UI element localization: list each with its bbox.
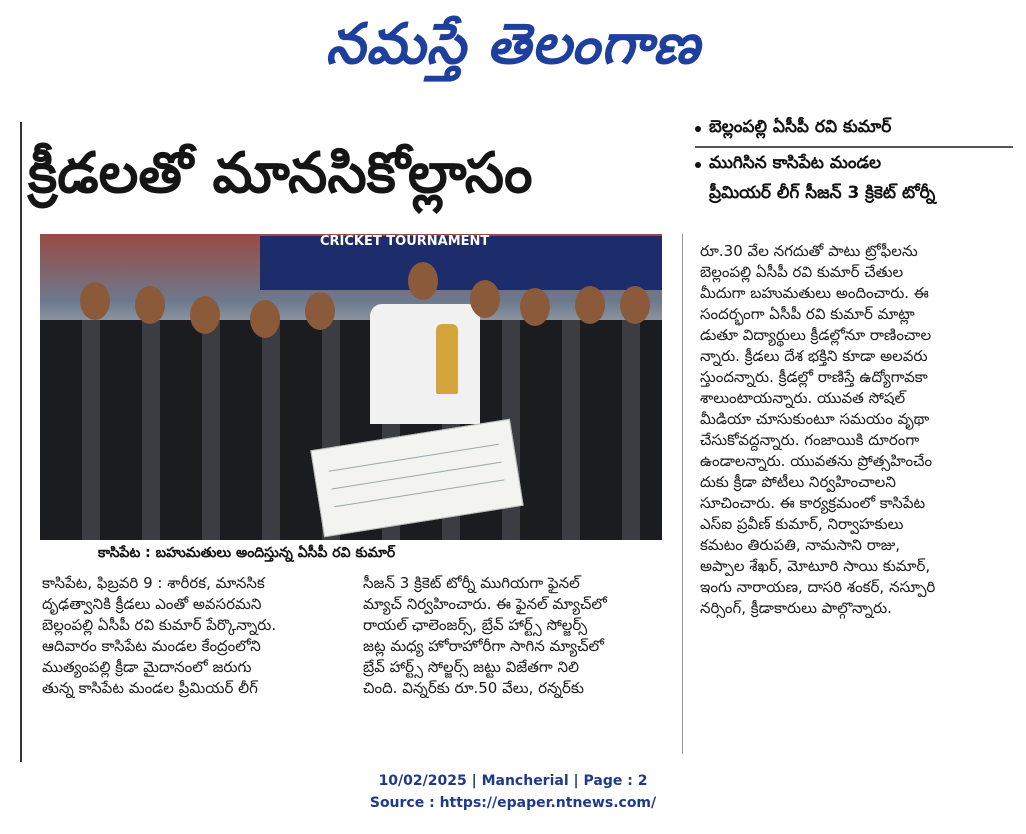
article-line: ఉండాలన్నారు. యువతను ప్రోత్సహించేం <box>700 452 933 470</box>
bullet-text: ప్రీమియర్ లీగ్ సీజన్ 3 క్రికెట్ టోర్నీ <box>709 183 936 203</box>
left-border-rule <box>20 122 22 762</box>
trophy-icon <box>436 324 458 394</box>
article-line: ఇంగు నారాయణ, దాసరి శంకర్, నస్పూరి <box>700 578 936 596</box>
article-line: సూచించారు. ఈ కార్యక్రమంలో కాసిపేట <box>700 494 926 512</box>
person-head-icon <box>520 288 550 326</box>
person-head-icon <box>408 262 438 300</box>
person-head-icon <box>135 286 165 324</box>
article-line: చేసుకోవద్దన్నారు. గంజాయికి దూరంగా <box>700 431 920 449</box>
banner-text: CRICKET TOURNAMENT <box>320 234 490 249</box>
headline-text: క్రీడలతో మానసికోల్లాసం <box>28 141 533 206</box>
article-line: రూ.30 వేల నగదుతో పాటు ట్రోఫీలను <box>700 242 918 260</box>
article-line: స్తుందన్నారు. క్రీడల్లో రాణిస్తే ఉద్యోగావకా <box>700 368 928 386</box>
article-line: న్నారు. క్రీడలు దేశ భక్తిని కూడా అలవరు <box>700 347 928 365</box>
article-line: మీదుగా బహుమతులు అందించారు. ఈ <box>700 284 929 302</box>
column-divider <box>682 234 683 754</box>
person-head-icon <box>80 282 110 320</box>
photo-caption: కాసిపేట : బహుమతులు అందిస్తున్న ఏసీపీ రవి కుమార్ <box>98 545 396 561</box>
bullet-dot-icon <box>695 126 701 132</box>
bullet-divider <box>695 146 1013 148</box>
bullet-text: బెల్లంపల్లి ఏసీపీ రవి కుమార్ <box>709 117 892 137</box>
bullet-text: ముగిసిన కాసిపేట మండల <box>709 153 882 173</box>
article-line: ముత్యంపల్లి క్రీడా మైదానంలో జరుగు <box>42 658 252 676</box>
masthead-title: నమస్తే తెలంగాణ <box>325 11 701 77</box>
article-line: సందర్భంగా ఏసీపీ రవి కుమార్ మాట్లా <box>700 305 915 323</box>
article-line: బ్రేవ్ హార్ట్స్ సోల్జర్స్ జట్టు విజేతగా నిలి <box>363 658 580 676</box>
article-line: జట్ల మధ్య హోరాహోరీగా సాగిన మ్యాచ్‌లో <box>363 637 604 655</box>
article-line: చింది. విన్నర్‌కు రూ.50 వేలు, రన్నర్‌కు <box>363 679 584 697</box>
bullet-item <box>695 180 1013 210</box>
bullet-item <box>695 114 1013 144</box>
article-line: రాయల్ ఛాలెంజర్స్, బ్రేవ్ హార్ట్స్ సోల్జర్స్ <box>363 616 588 634</box>
person-head-icon <box>620 286 650 324</box>
page-footer <box>0 770 1026 814</box>
article-line: అప్పాల శేఖర్, మోటూరి సాయి కుమార్, <box>700 557 931 575</box>
article-line: డుతూ విద్యార్థులు క్రీడల్లోనూ రాణించాల <box>700 326 932 344</box>
bullet-dot-icon <box>695 162 701 168</box>
footer-source: Source : https://epaper.ntnews.com/ <box>369 795 657 811</box>
article-line: నర్సింగ్, క్రీడాకారులు పాల్గొన్నారు. <box>700 599 892 617</box>
article-line: కాసిపేట, ఫిబ్రవరి 9 : శారీరక, మానసిక <box>42 574 265 592</box>
article-column-3 <box>700 241 1014 619</box>
person-head-icon <box>190 296 220 334</box>
article-line: బెల్లంపల్లి ఏసీపీ రవి కుమార్ చేతుల <box>700 263 904 281</box>
bullet-item <box>695 150 1013 180</box>
article-line: దృఢత్వానికి క్రీడలు ఎంతో అవసరమని <box>42 595 262 613</box>
article-line: ఆదివారం కాసిపేట మండల కేంద్రంలోని <box>42 637 261 655</box>
summary-bullets <box>695 114 1013 210</box>
cheque-line <box>329 444 499 472</box>
person-head-icon <box>250 300 280 338</box>
acp-figure <box>370 304 480 424</box>
news-photo <box>40 234 662 540</box>
masthead <box>0 4 1026 84</box>
article-line: దుకు క్రీడా పోటీలు నిర్వహించాలని <box>700 473 896 491</box>
article-line: సీజన్ 3 క్రికెట్ టోర్నీ ముగియగా ఫైనల్ <box>363 574 580 592</box>
article-line: ఎస్ఐ ప్రవీణ్ కుమార్, నిర్వాహకులు <box>700 515 904 533</box>
article-line: బెల్లంపల్లి ఏసీపీ రవి కుమార్ పేర్కొన్నారు. <box>42 616 277 634</box>
person-head-icon <box>575 286 605 324</box>
article-column-2 <box>363 573 671 699</box>
person-head-icon <box>305 292 335 330</box>
footer-dateline: 10/02/2025 | Mancherial | Page : 2 <box>378 773 648 789</box>
headline <box>28 124 678 224</box>
article-line: మీడియా చూసుకుంటూ సమయం వృథా <box>700 410 930 428</box>
article-line: తున్న కాసిపేట మండల ప్రీమియర్ లీగ్ <box>42 679 258 697</box>
article-column-1 <box>42 573 354 699</box>
article-line: శాలుంటాయన్నారు. యువత సోషల్ <box>700 389 906 407</box>
person-head-icon <box>470 280 500 318</box>
article-line: కమటం తిరుపతి, నామసాని రాజు, <box>700 536 901 554</box>
article-line: మ్యాచ్ నిర్వహించారు. ఈ ఫైనల్ మ్యాచ్‌లో <box>363 595 607 613</box>
